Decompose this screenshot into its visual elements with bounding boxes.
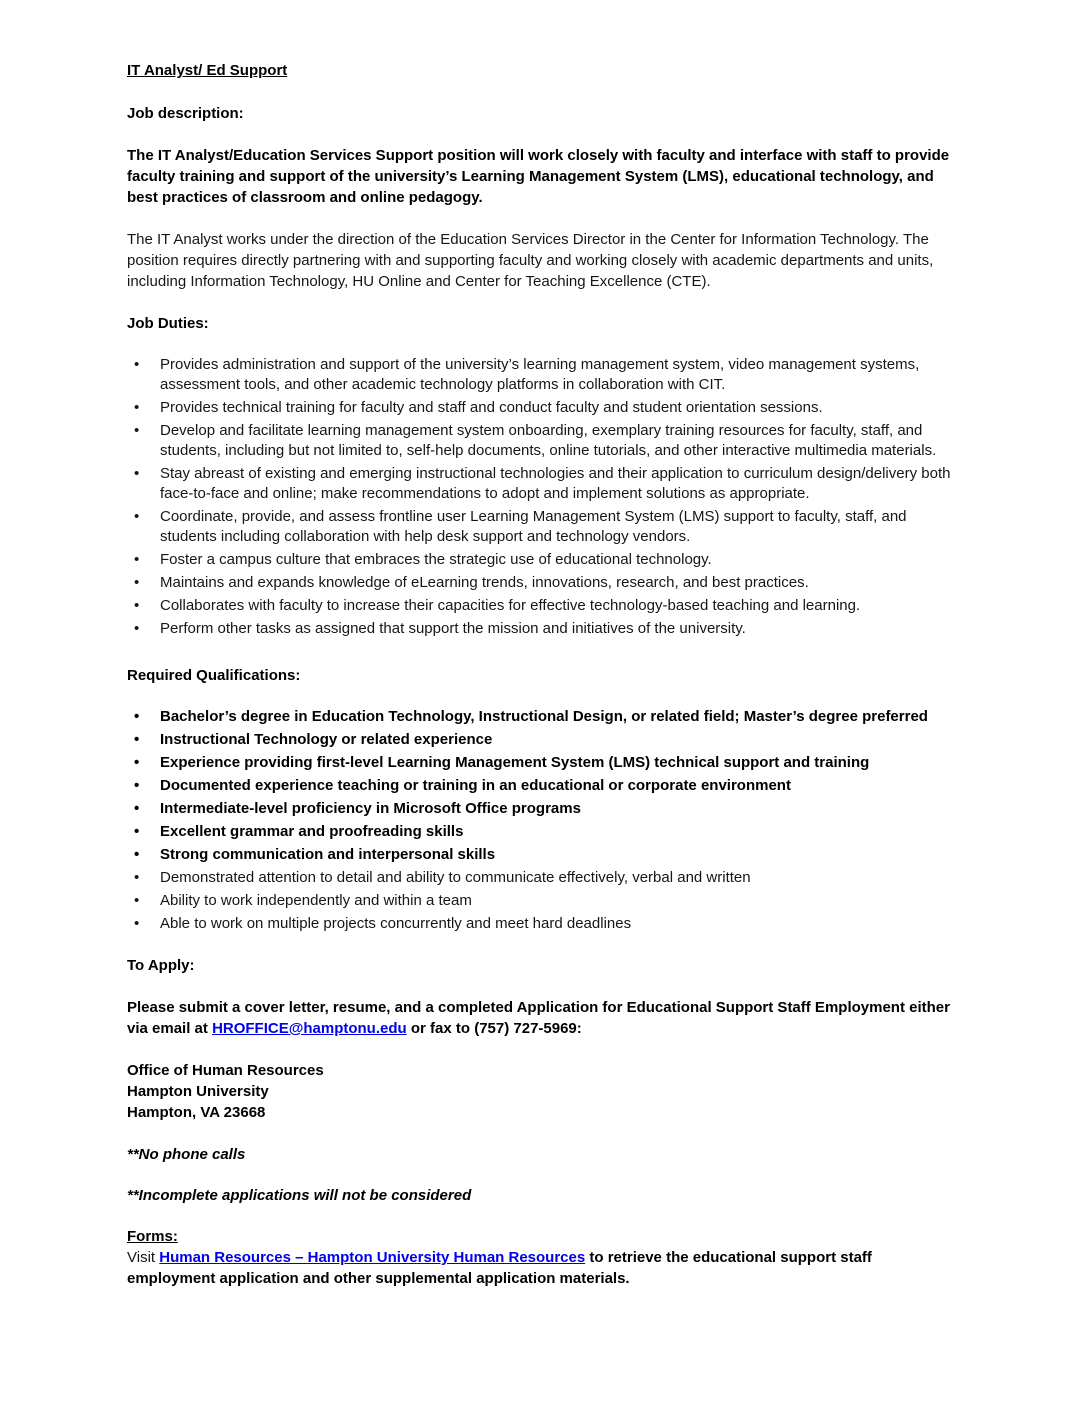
job-duties-list (127, 355, 960, 639)
qualification-item: • Intermediate-level proficiency in Microsoft Office programs (127, 799, 960, 819)
qualification-item: • Able to work on multiple projects concurrently and meet hard deadlines (127, 914, 960, 934)
forms-heading: Forms: (127, 1228, 178, 1245)
forms-text-before-link: Visit (127, 1249, 160, 1266)
address-line-university: Hampton University (127, 1083, 269, 1100)
hr-address-block (127, 1060, 960, 1123)
human-resources-link[interactable]: Human Resources – Hampton University Human Resources (159, 1249, 586, 1266)
address-line-city-state-zip: Hampton, VA 23668 (127, 1104, 266, 1121)
note-no-phone-calls: **No phone calls (127, 1146, 246, 1163)
job-duty-item: • Stay abreast of existing and emerging instructional technologies and their application to curriculum design/delivery both face-to-face and online; make recommendations to adopt and implement solutions as appropriate. (127, 464, 960, 504)
apply-instructions-paragraph (127, 997, 960, 1039)
job-duty-item: • Provides technical training for faculty and staff and conduct faculty and student orientation sessions. (127, 398, 960, 418)
job-description-paragraph-2: The IT Analyst works under the direction of the Education Services Director in the Center for Information Technology. The position requires directly partnering with and supporting faculty and working closely with academic departments and units, including Information Technology, HU Online and Center for Teaching Excellence (CTE). (127, 231, 934, 290)
qualification-item: • Documented experience teaching or training in an educational or corporate environment (127, 776, 960, 796)
forms-text-after-link: to retrieve the educational support staff employment application and other supplemental application materials. (127, 1249, 872, 1287)
job-duty-item: • Develop and facilitate learning management system onboarding, exemplary training resources for faculty, staff, and students, including but not limited to, self-help documents, online tutorials, and other interactive multimedia materials. (127, 421, 960, 461)
job-description-heading: Job description: (127, 105, 244, 122)
qualification-item: • Instructional Technology or related experience (127, 730, 960, 750)
job-duty-item: • Maintains and expands knowledge of eLearning trends, innovations, research, and best practices. (127, 573, 960, 593)
qualification-item: • Bachelor’s degree in Education Technology, Instructional Design, or related field; Master’s degree preferred (127, 707, 960, 727)
apply-text-after-email: or fax to (757) 727-5969: (406, 1020, 582, 1037)
to-apply-heading: To Apply: (127, 957, 195, 974)
qualification-item: • Ability to work independently and within a team (127, 891, 960, 911)
address-line-office: Office of Human Resources (127, 1062, 324, 1079)
qualification-item: • Demonstrated attention to detail and ability to communicate effectively, verbal and written (127, 868, 960, 888)
qualification-item: • Excellent grammar and proofreading skills (127, 822, 960, 842)
note-incomplete-applications: **Incomplete applications will not be considered (127, 1187, 472, 1204)
job-description-paragraph-1: The IT Analyst/Education Services Support position will work closely with faculty and interface with staff to provide faculty training and support of the university’s Learning Management System (LMS), educational technology, and best practices of classroom and online pedagogy. (127, 147, 950, 206)
job-duties-heading: Job Duties: (127, 315, 209, 332)
required-qualifications-heading: Required Qualifications: (127, 667, 301, 684)
forms-paragraph (127, 1247, 960, 1289)
document-title: IT Analyst/ Ed Support (127, 62, 288, 79)
apply-text-before-email: Please submit a cover letter, resume, and a completed Application for Educational Support Staff Employment either via email at (127, 999, 950, 1037)
job-duty-item: • Perform other tasks as assigned that support the mission and initiatives of the university. (127, 619, 960, 639)
qualification-item: • Strong communication and interpersonal skills (127, 845, 960, 865)
job-duty-item: • Foster a campus culture that embraces the strategic use of educational technology. (127, 550, 960, 570)
qualification-item: • Experience providing first-level Learning Management System (LMS) technical support and training (127, 753, 960, 773)
required-qualifications-list (127, 707, 960, 934)
job-duty-item: • Collaborates with faculty to increase their capacities for effective technology-based teaching and learning. (127, 596, 960, 616)
job-duty-item: • Provides administration and support of the university’s learning management system, video management systems, assessment tools, and other academic technology platforms in collaboration with CIT. (127, 355, 960, 395)
hr-email-link[interactable]: HROFFICE@hamptonu.edu (212, 1020, 407, 1037)
job-duty-item: • Coordinate, provide, and assess frontline user Learning Management System (LMS) support to faculty, staff, and students including collaboration with help desk support and technology vendors. (127, 507, 960, 547)
